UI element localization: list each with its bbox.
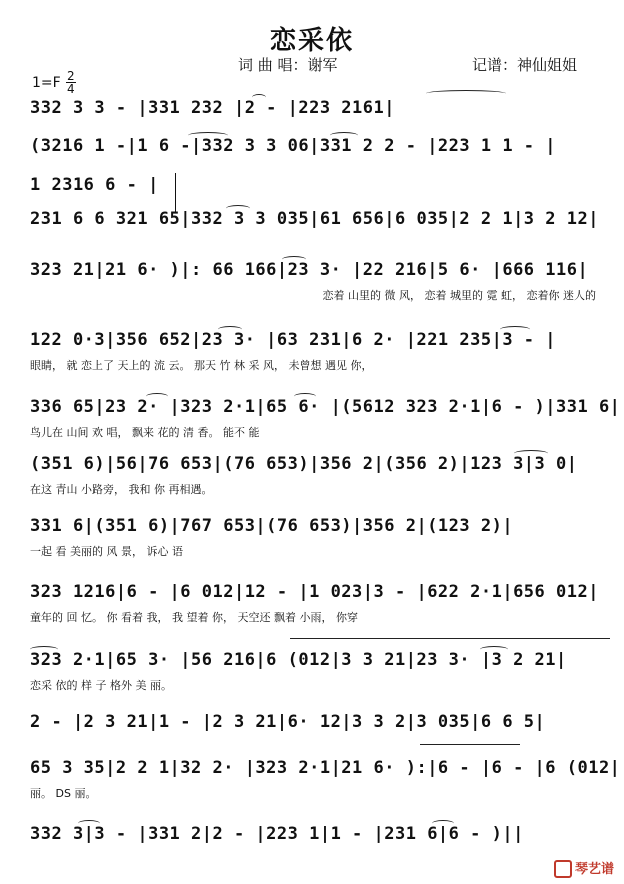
volta-bracket	[420, 744, 520, 745]
staff-row-9	[30, 516, 600, 566]
notation-line: (3216 1 -|1 6 -|332 3 3 06|331 2 2 - |223 1 1 - |	[30, 136, 557, 156]
staff-row-14	[30, 824, 600, 860]
notation-line: 332 3|3 - |331 2|2 - |223 1|1 - |231 6|6 - )||	[30, 824, 524, 844]
volta-bracket	[290, 638, 610, 639]
slur-mark	[252, 94, 266, 101]
slur-mark	[330, 132, 358, 139]
slur-mark	[188, 132, 228, 139]
slur-mark	[294, 393, 316, 400]
staff-row-3	[30, 175, 600, 211]
staff-row-7	[30, 397, 621, 447]
watermark-logo	[554, 858, 614, 879]
slur-mark	[146, 393, 168, 400]
lyric-line: 眼睛， 就 恋上了 天上的 流 云。 那天 竹 林 采 风， 未曾想 遇见 你，	[30, 359, 373, 372]
logo-icon	[554, 860, 572, 878]
staff-row-10	[30, 582, 600, 632]
lyric-line: 一起 看 美丽的 风 景， 诉心 语	[30, 545, 183, 558]
key-signature: 1=F	[32, 75, 61, 91]
notation-line: 336 65|23 2· |323 2·1|65 6· |(5612 323 2·1|6 - )|331 6|	[30, 397, 621, 417]
notation-line: 1 2316 6 - |	[30, 175, 159, 195]
staff-row-12	[30, 712, 600, 748]
time-signature	[66, 70, 76, 95]
notation-line: 323 2·1|65 3· |56 216|6 (012|3 3 21|23 3· |3 2 21|	[30, 650, 567, 670]
lyric-line: 在这 青山 小路旁， 我和 你 再相遇。	[30, 483, 213, 496]
staff-row-13	[30, 758, 621, 808]
slur-mark	[78, 820, 100, 827]
slur-mark	[514, 450, 548, 457]
watermark-text: 琴艺谱	[574, 861, 614, 877]
staff-row-6	[30, 330, 600, 380]
staff-row-8	[30, 454, 600, 504]
lyric-line: 鸟儿在 山间 欢 唱， 飘来 花的 清 香。 能不 能	[30, 426, 260, 439]
slur-mark	[218, 326, 242, 333]
notation-line: (351 6)|56|76 653|(76 653)|356 2|(356 2)|123 3|3 0|	[30, 454, 578, 474]
slur-mark	[500, 326, 530, 333]
slur-mark	[480, 646, 508, 653]
staff-row-2	[30, 136, 600, 176]
notation-line: 2 - |2 3 21|1 - |2 3 21|6· 12|3 3 2|3 035|6 6 5|	[30, 712, 546, 732]
staff-row-4	[30, 209, 600, 249]
lyric-line: 恋采 依的 样 子 格外 美 丽。	[30, 679, 172, 692]
lyric-line: 童年的 回 忆。 你 看着 我， 我 望着 你， 天空还 飘着 小雨， 你穿	[30, 611, 358, 624]
notation-line: 122 0·3|356 652|23 3· |63 231|6 2· |221 235|3 - |	[30, 330, 557, 350]
slur-mark	[426, 90, 506, 97]
slur-mark	[282, 256, 306, 263]
time-signature-numerator: 2	[67, 69, 75, 83]
notation-line: 332 3 3 - |331 232 |2 - |223 2161|	[30, 98, 395, 118]
slur-mark	[30, 646, 58, 653]
staff-row-1	[30, 98, 600, 138]
notation-line: 65 3 35|2 2 1|32 2· |323 2·1|21 6· ):|6 - |6 - |6 (012|	[30, 758, 621, 778]
barline	[175, 173, 176, 213]
slur-mark	[226, 205, 250, 212]
lyric-line: 恋着 山里的 微 风， 恋着 城里的 霓 虹， 恋着你 迷人的	[322, 289, 596, 302]
notation-line: 231 6 6 321 65|332 3 3 035|61 656|6 035|2 2 1|3 2 12|	[30, 209, 599, 229]
time-signature-denominator: 4	[67, 82, 75, 96]
transcriber-credit: 记谱：神仙姐姐	[472, 56, 578, 74]
slur-mark	[432, 820, 454, 827]
song-title: 恋采依	[269, 26, 354, 56]
notation-line: 323 1216|6 - |6 012|12 - |1 023|3 - |622 2·1|656 012|	[30, 582, 599, 602]
lyricist-singer-credit: 词 曲 唱：谢军	[238, 56, 338, 74]
notation-line: 331 6|(351 6)|767 653|(76 653)|356 2|(123 2)|	[30, 516, 514, 536]
staff-row-11	[30, 650, 600, 700]
lyric-line: 丽。 DS 丽。	[30, 787, 97, 800]
staff-row-5	[30, 260, 600, 310]
notation-line: 323 21|21 6· )|: 66 166|23 3· |22 216|5 6· |666 116|	[30, 260, 589, 280]
